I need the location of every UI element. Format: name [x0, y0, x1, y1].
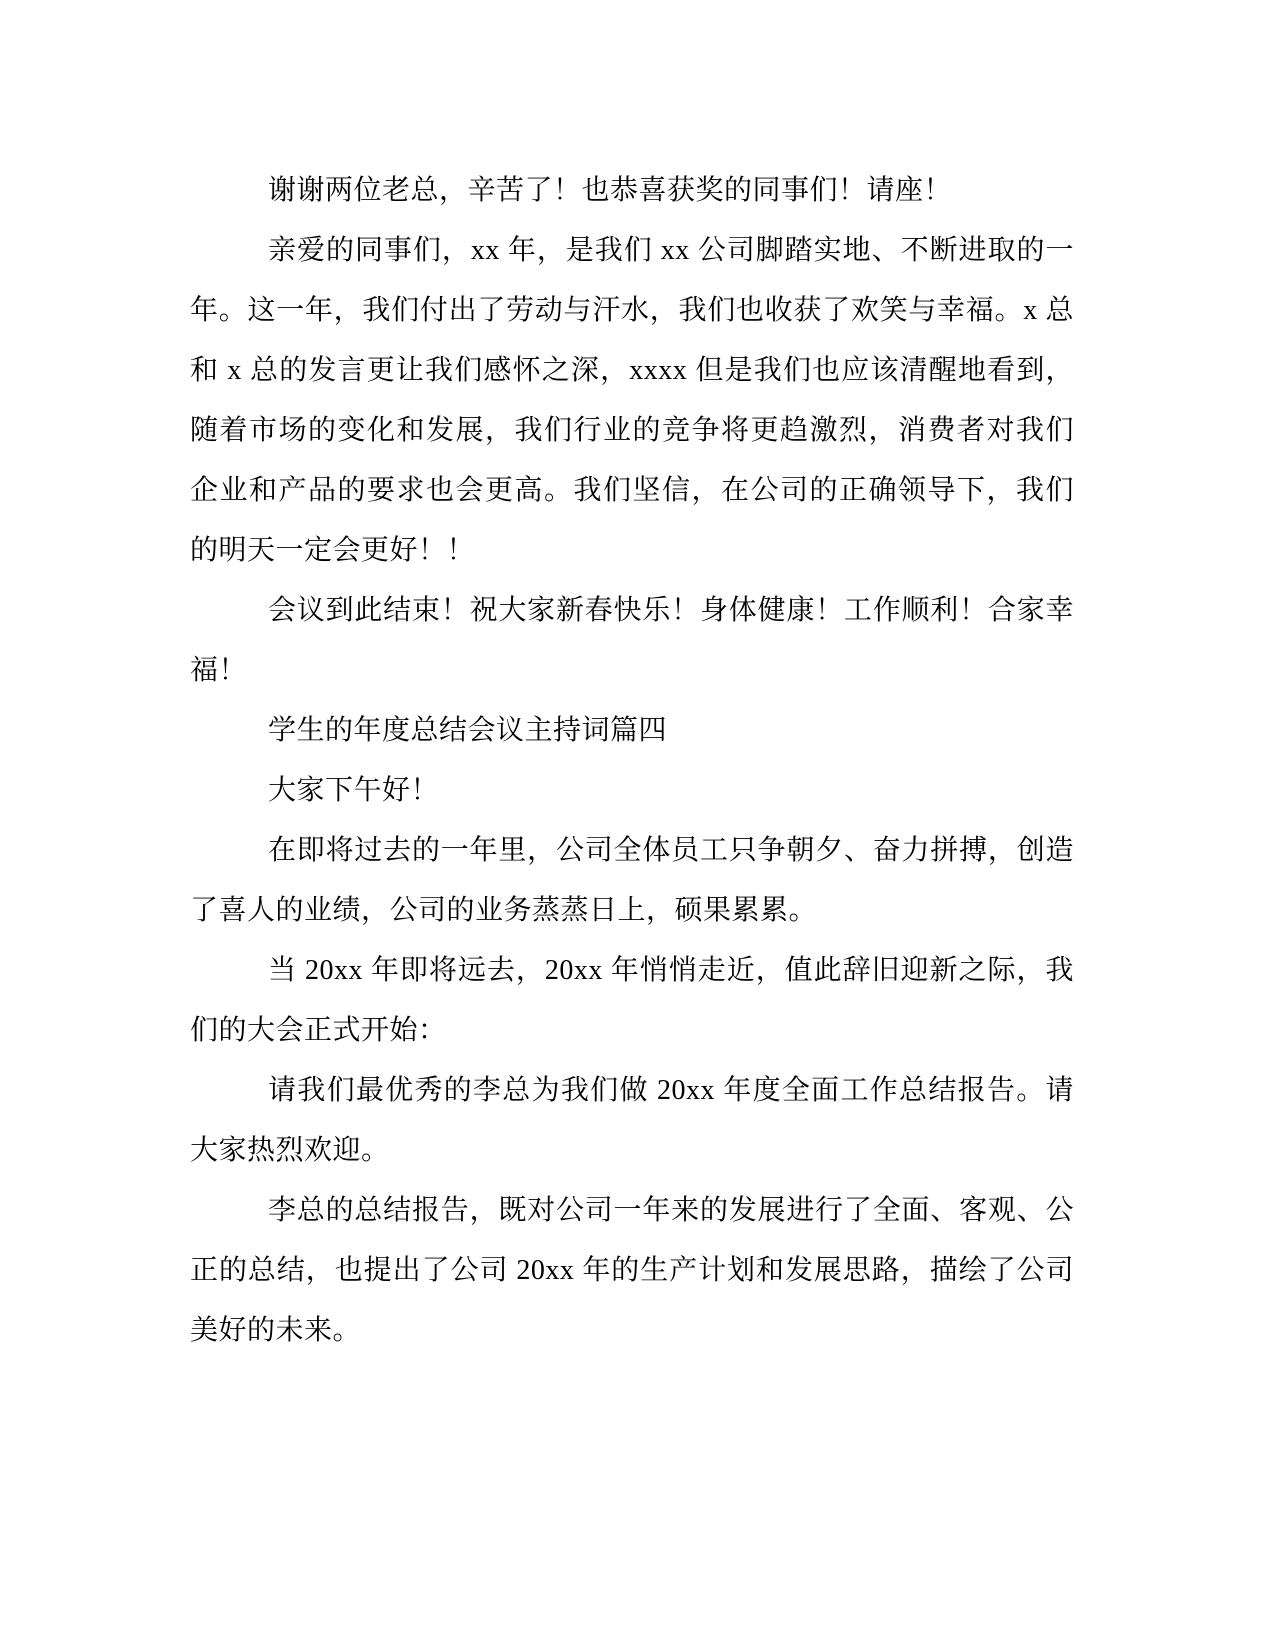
text-line: 了喜人的业绩，公司的业务蒸蒸日上，硕果累累。: [190, 895, 818, 926]
text-line: 大家下午好！: [268, 775, 440, 806]
text-line: 当 20xx 年即将远去，20xx 年悄悄走近，值此辞旧迎新之际，我: [268, 955, 1074, 986]
text-line: 学生的年度总结会议主持词篇四: [268, 715, 668, 746]
text-line: 和 x 总的发言更让我们感怀之深，xxxx 但是我们也应该清醒地看到，: [190, 355, 1074, 386]
text-line: 福！: [190, 655, 248, 686]
text-line: 李总的总结报告，既对公司一年来的发展进行了全面、客观、公: [268, 1195, 1074, 1226]
text-line: 在即将过去的一年里，公司全体员工只争朝夕、奋力拼搏，创造: [268, 835, 1074, 866]
text-line: 谢谢两位老总，辛苦了！也恭喜获奖的同事们！请座！: [268, 175, 953, 206]
text-line: 年。这一年，我们付出了劳动与汗水，我们也收获了欢笑与幸福。x 总: [190, 295, 1074, 326]
text-line: 会议到此结束！祝大家新春快乐！身体健康！工作顺利！合家幸: [268, 595, 1074, 626]
text-line: 企业和产品的要求也会更高。我们坚信，在公司的正确领导下，我们: [190, 475, 1074, 506]
text-block: [190, 161, 1074, 1361]
text-line: 们的大会正式开始：: [190, 1015, 447, 1046]
text-line: 亲爱的同事们，xx 年，是我们 xx 公司脚踏实地、不断进取的一: [268, 235, 1074, 266]
text-line: 请我们最优秀的李总为我们做 20xx 年度全面工作总结报告。请: [268, 1075, 1074, 1106]
text-line: 大家热烈欢迎。: [190, 1135, 390, 1166]
text-line: 正的总结，也提出了公司 20xx 年的生产计划和发展思路，描绘了公司: [190, 1255, 1074, 1286]
text-line: 的明天一定会更好！！: [190, 535, 476, 566]
text-line: 随着市场的变化和发展，我们行业的竞争将更趋激烈，消费者对我们: [190, 415, 1074, 446]
text-line: 美好的未来。: [190, 1315, 362, 1346]
